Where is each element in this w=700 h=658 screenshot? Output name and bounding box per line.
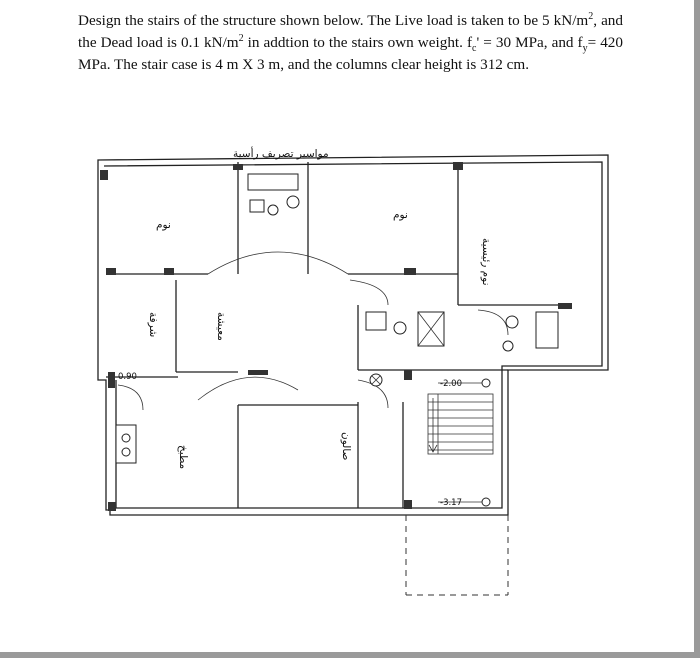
plan-note-label: مواسير تصريف رأسية	[233, 148, 329, 160]
room-label-master-bedroom: نوم رئيسية	[480, 238, 492, 286]
room-label-bedroom-1: نوم	[156, 219, 171, 231]
problem-statement: Design the stairs of the structure shown below. The Live load is taken to be 5 $kN/m^2$, and the Dead load is 0.1 $kN/m^2$ in addtion to the stairs own weight. $f_c' = 30$ MPa, and $f_y= 420$ MPa. The stair case is 4 m X 3 m, and the columns clear height is 312 cm.	[78, 10, 623, 73]
room-label-salon: صالون	[340, 432, 352, 461]
level-mark-upper: -2.00	[440, 379, 462, 389]
floor-plan-drawing	[88, 140, 628, 610]
room-label-balcony: شرفة	[147, 312, 159, 338]
dimension-label: 0.90	[118, 372, 137, 382]
level-mark-lower: -3.17	[440, 498, 462, 508]
room-label-kitchen: مطبخ	[177, 445, 189, 470]
room-label-bedroom-2: نوم	[393, 209, 408, 221]
room-label-living: معيشة	[215, 312, 227, 341]
